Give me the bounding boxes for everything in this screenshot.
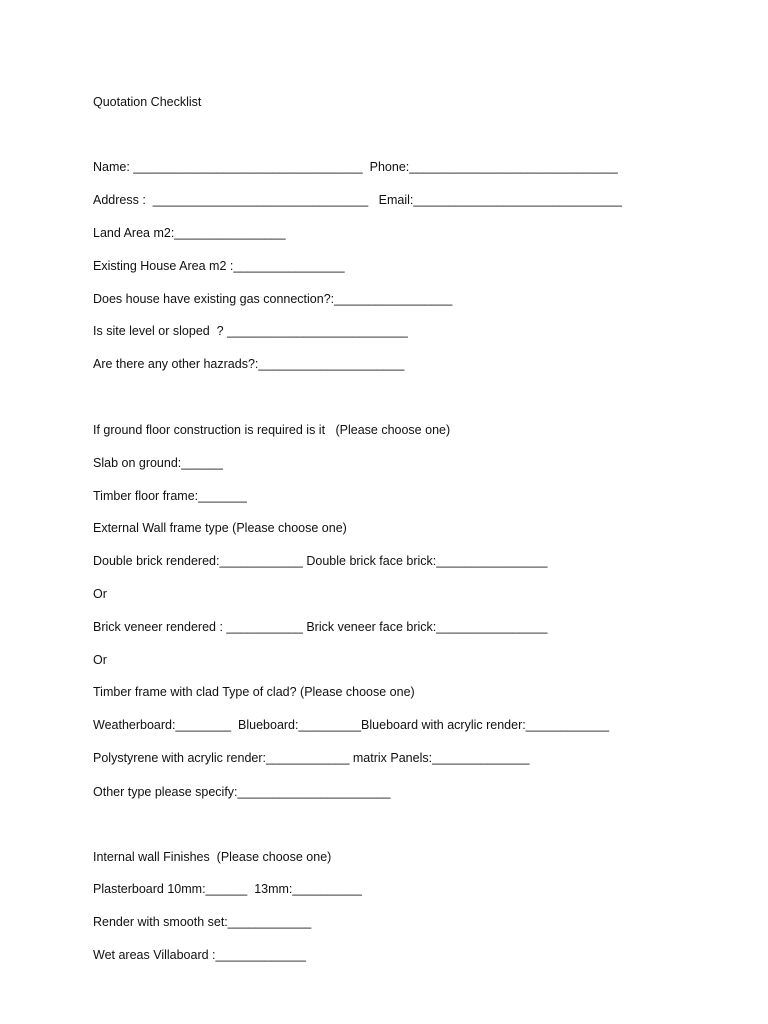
document-title: Quotation Checklist (93, 95, 202, 109)
internal-wall-heading: Internal wall Finishes (Please choose one) (93, 850, 332, 864)
name-phone-line: Name: _________________________________ Phone:______________________________ (93, 160, 618, 174)
wet-areas-villaboard-line: Wet areas Villaboard :_____________ (93, 948, 306, 962)
timber-floor-frame-line: Timber floor frame:_______ (93, 489, 247, 503)
ground-floor-heading: If ground floor construction is required is it (Please choose one) (93, 423, 451, 437)
weatherboard-line: Weatherboard:________ Blueboard:_________Blueboard with acrylic render:____________ (93, 718, 610, 732)
external-wall-heading: External Wall frame type (Please choose one) (93, 521, 347, 535)
render-smooth-set-line: Render with smooth set:____________ (93, 915, 312, 929)
address-email-line: Address : _______________________________ Email:______________________________ (93, 193, 622, 207)
existing-house-area-line: Existing House Area m2 :________________ (93, 259, 345, 273)
timber-frame-clad-heading: Timber frame with clad Type of clad? (Please choose one) (93, 685, 415, 699)
gas-connection-line: Does house have existing gas connection?:_________________ (93, 292, 453, 306)
double-brick-line: Double brick rendered:____________ Double brick face brick:________________ (93, 554, 548, 568)
hazards-line: Are there any other hazrads?:_____________________ (93, 357, 405, 371)
brick-veneer-line: Brick veneer rendered : ___________ Brick veneer face brick:________________ (93, 620, 548, 634)
polystyrene-line: Polystyrene with acrylic render:____________ matrix Panels:______________ (93, 751, 530, 765)
land-area-line: Land Area m2:________________ (93, 226, 286, 240)
slab-on-ground-line: Slab on ground:______ (93, 456, 223, 470)
site-level-line: Is site level or sloped ? __________________________ (93, 324, 408, 338)
or-separator-2: Or (93, 653, 107, 667)
other-type-line: Other type please specify:______________________ (93, 785, 391, 799)
or-separator-1: Or (93, 587, 107, 601)
plasterboard-line: Plasterboard 10mm:______ 13mm:__________ (93, 882, 362, 896)
